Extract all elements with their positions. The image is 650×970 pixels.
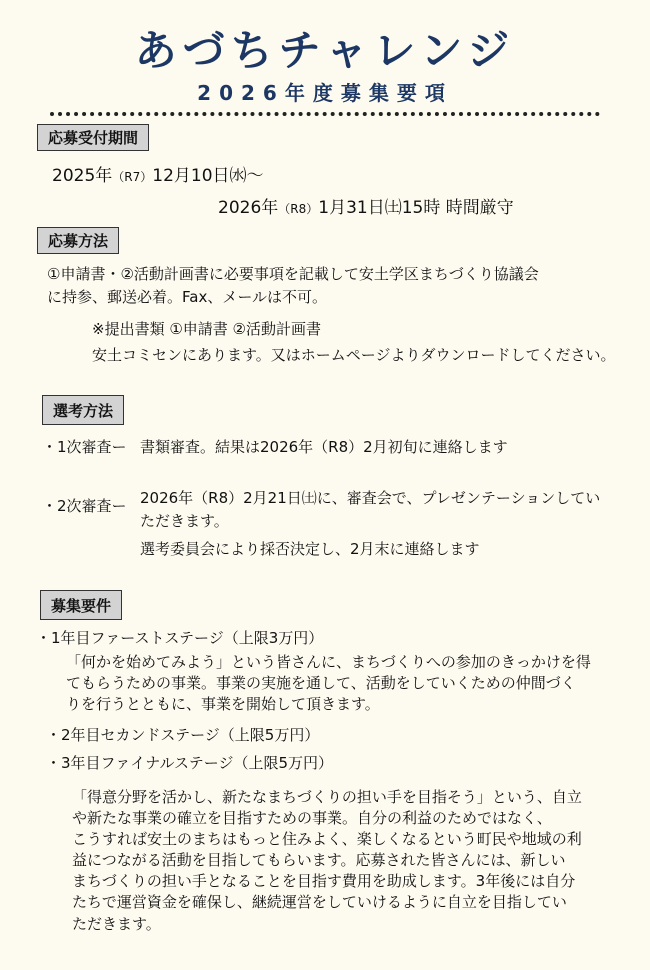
period-end-date: 1月31日㈯15時 時間厳守 [318,198,514,218]
stage1-line: 「何かを始めてみよう」という皆さんに、まちづくりへの参加のきっかけを得 [66,653,591,671]
page-title: あづちチャレンジ [134,26,516,75]
period-start [52,161,264,186]
stage1-title: ・1年目ファーストステージ（上限3万円） [36,629,324,647]
section-label-method: 応募方法 [37,227,119,254]
stage1-line: てもらうための事業。事業の実施を通して、活動をしていくための仲間づく [66,674,576,692]
stage3-line: 「得意分野を活かし、新たなまちづくりの担い手を目指そう」という、自立 [72,788,582,806]
method-note-1: ※提出書類 ①申請書 ②活動計画書 [92,320,322,338]
dotted-divider [50,112,600,116]
section-label-selection: 選考方法 [42,395,124,425]
stage3-line: まちづくりの担い手となることを目指す費用を助成します。3年後には自分 [72,872,576,890]
selection-first-text: 書類審査。結果は2026年（R8）2月初旬に連絡します [140,438,508,456]
stage1-line: りを行うとともに、事業を開始して頂きます。 [66,695,380,713]
stage2-title: ・2年目セカンドステージ（上限5万円） [46,726,320,744]
section-label-period: 応募受付期間 [37,124,149,151]
stage3-line: 益につながる活動を目指してもらいます。応募された皆さんには、新しい [72,851,566,869]
period-end [218,193,514,218]
selection-first-label: ・1次審査ー [42,438,127,456]
period-end-era: （R8） [278,202,319,216]
selection-second-line-1: 2026年（R8）2月21日㈯に、審査会で、プレゼンテーションしてい [140,489,601,507]
selection-second-label: ・2次審査ー [42,497,127,515]
period-end-year: 2026年 [218,198,279,218]
page-subtitle: 2026年度募集要項 [197,81,453,105]
method-line-2: に持参、郵送必着。Fax、メールは不可。 [47,288,328,306]
period-start-era: （R7） [112,170,153,184]
section-label-requirements: 募集要件 [40,590,122,620]
stage3-line: こうすれば安土のまちはもっと住みよく、楽しくなるという町民や地域の利 [72,830,582,848]
selection-second-line-2: ただきます。 [140,512,229,530]
period-start-date: 12月10日㈬～ [152,166,264,186]
selection-second-line-3: 選考委員会により採否決定し、2月末に連絡します [140,540,480,558]
method-note-2: 安土コミセンにあります。又はホームページよりダウンロードしてください。 [92,346,616,364]
method-line-1: ①申請書・②活動計画書に必要事項を記載して安土学区まちづくり協議会 [47,265,539,283]
stage3-title: ・3年目ファイナルステージ（上限5万円） [46,754,333,772]
stage3-line: ただきます。 [72,915,161,933]
stage3-line: や新たな事業の確立を目指すための事業。自分の利益のためではなく、 [72,809,552,827]
stage3-line: たちで運営資金を確保し、継続運営をしていけるように自立を目指してい [72,893,567,911]
period-start-year: 2025年 [52,166,113,186]
